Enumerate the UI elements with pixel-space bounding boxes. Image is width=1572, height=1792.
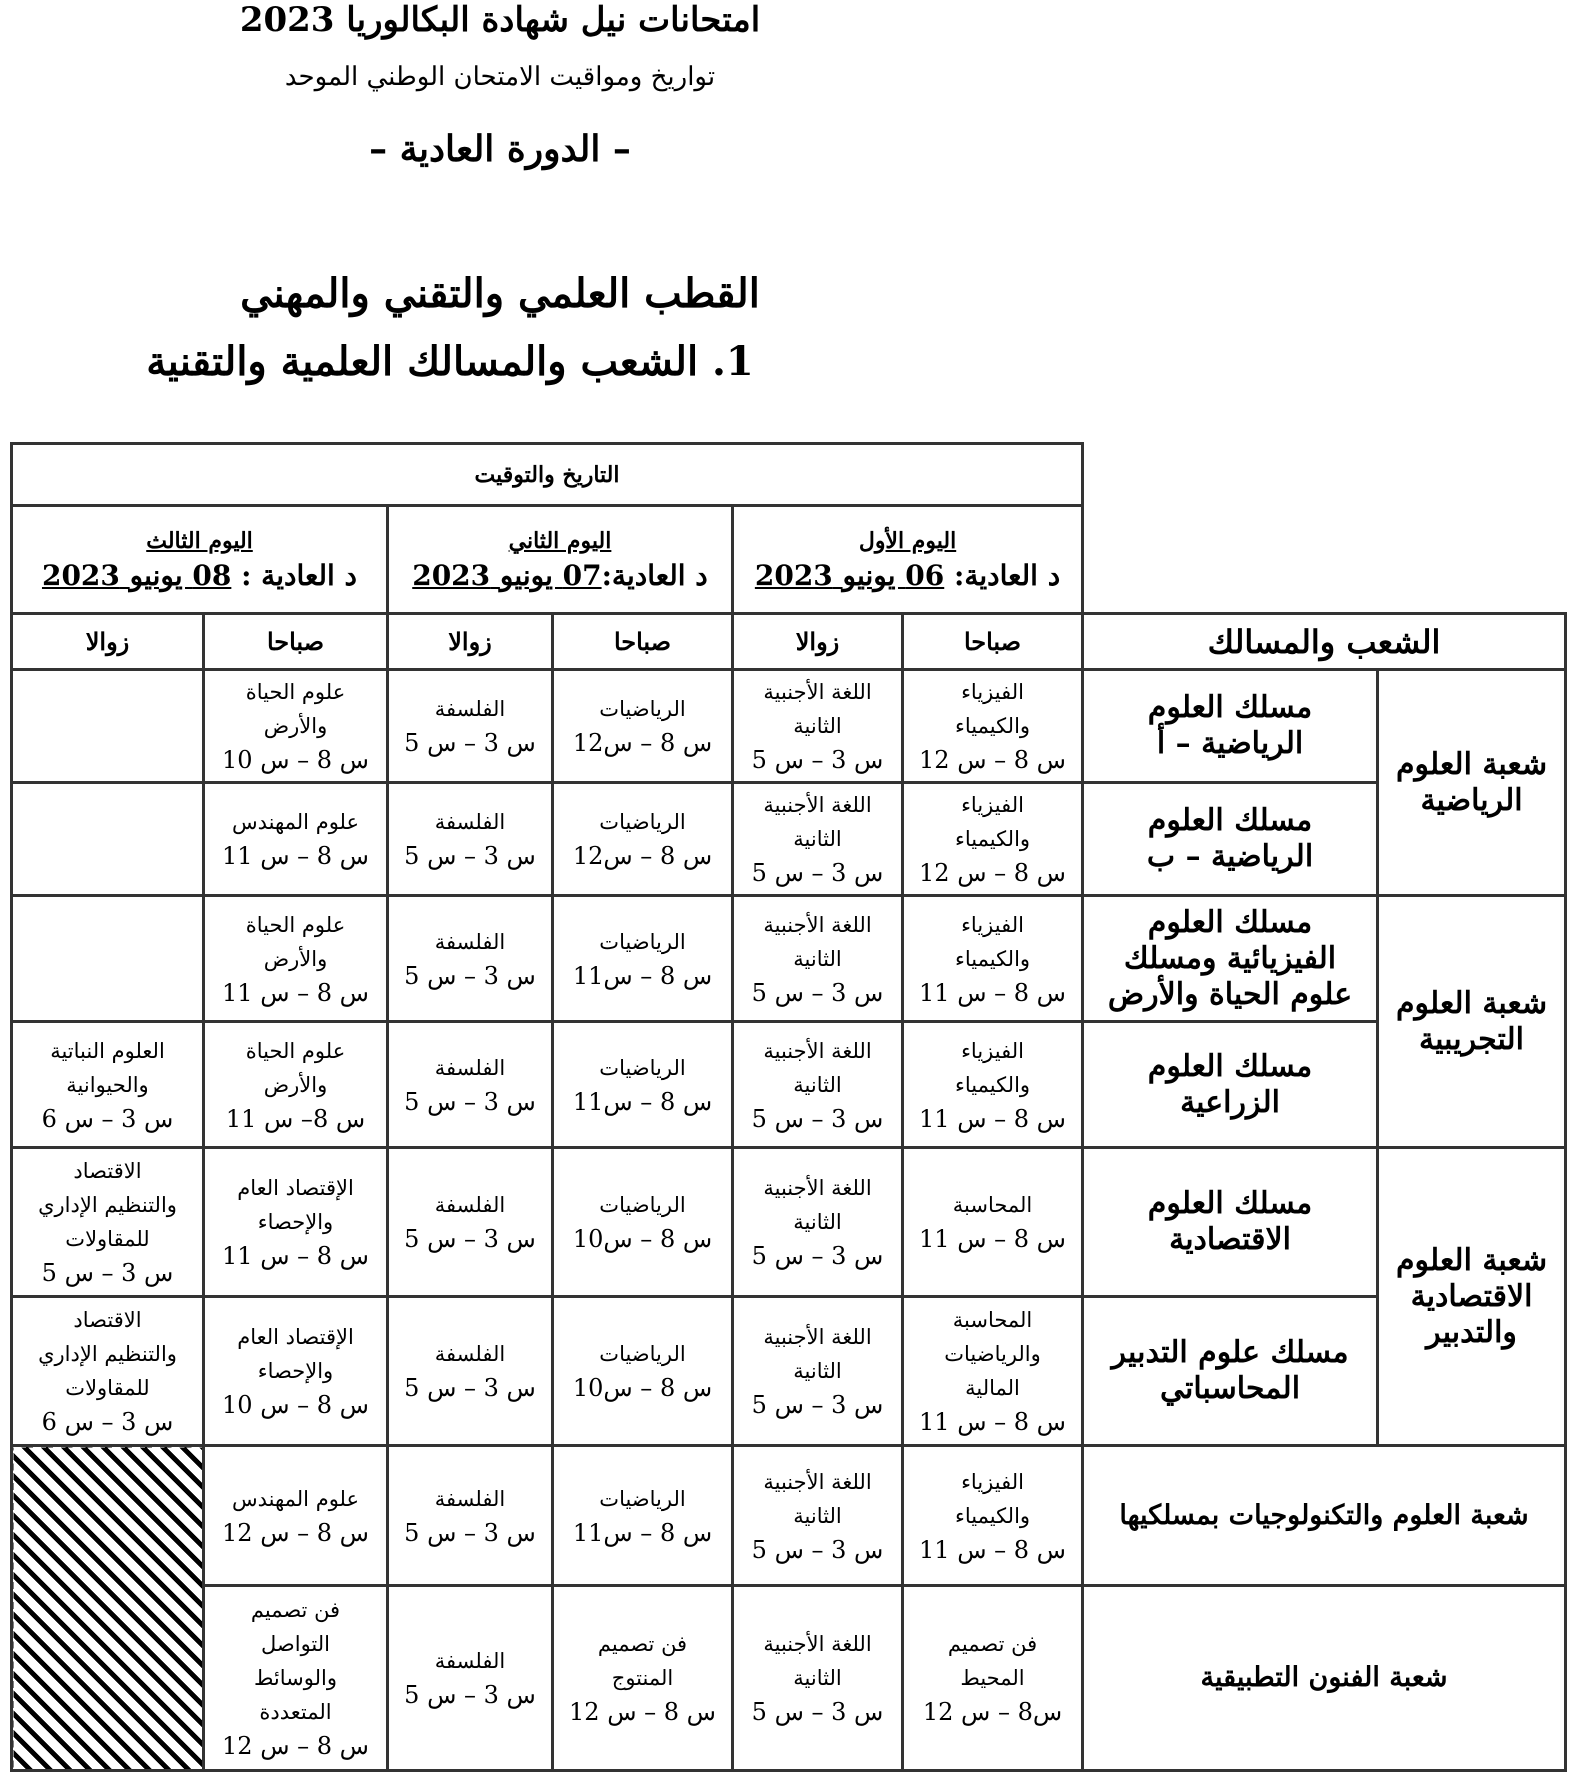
exam-time: س 3 – س 5 [404,842,536,870]
exam-time: س 3 – س 5 [751,1535,884,1564]
day-3-header: اليوم الثالث د العادية : 08 يونيو 2023 [12,506,388,614]
exam-cell-day2-afternoon [388,1586,553,1771]
exam-time: س 8– س 11 [225,1104,366,1133]
subject-name: الثانية [793,1210,842,1234]
exam-time: س 3 – س 6 [41,1104,174,1133]
exam-time: س 8 – س 11 [919,978,1066,1007]
subject-name: المحاسبة [952,1193,1033,1217]
exam-cell-day1-afternoon [733,896,903,1022]
subject-name: المحاسبة [952,1308,1033,1332]
subject-name: الفيزياء [961,912,1024,937]
exam-cell-day2-afternoon [388,1148,553,1297]
subject-name: الفلسفة [434,1055,506,1080]
exam-cell-day1-morning [903,1446,1083,1586]
exam-cell-day2-afternoon [388,783,553,896]
subject-name: والأرض [263,1072,328,1097]
day-1-header: اليوم الأول د العادية: 06 يونيو 2023 [733,506,1083,614]
exam-time: س 8 – س 11 [919,1408,1066,1436]
exam-time: س 8 – س 12 [569,1698,716,1726]
session-title: – الدورة العادية – [369,128,631,170]
exam-time: س 3 – س 5 [404,729,536,757]
exam-cell-day3-morning [204,1297,388,1446]
exam-time: س 8 – س 12 [222,1732,369,1760]
subject-name: الثانية [793,827,842,851]
subject-name: الفلسفة [434,1193,506,1217]
subject-name: الاقتصاد [73,1159,142,1183]
exam-cell-day1-afternoon [733,1148,903,1297]
exam-time: س 8 – س 10 [222,1391,369,1419]
subject-name: والكيمياء [954,1503,1031,1528]
exam-cell-day1-morning [903,1297,1083,1446]
exam-time: س 3 – س 5 [751,1242,884,1270]
exam-time: س 8 – س 11 [919,1104,1066,1133]
exam-cell-day2-afternoon [388,1297,553,1446]
subject-name: الفلسفة [434,1486,506,1511]
exam-cell-day3-afternoon [12,670,204,783]
table-row [12,1586,1566,1771]
subject-name: الفيزياء [961,680,1024,704]
subject-name: علوم الحياة [245,912,346,937]
subject-name: المتعددة [259,1700,332,1724]
exam-cell-day3-afternoon [12,783,204,896]
exam-time: س 3 – س 5 [751,1698,884,1726]
exam-time: س 3 – س 5 [751,978,884,1007]
table-row [12,1297,1566,1446]
exam-time: س 3 – س 6 [41,1408,174,1436]
subject-name: والحيوانية [66,1072,149,1097]
table-row [12,896,1566,1022]
subject-name: الفلسفة [434,1649,506,1673]
exam-title: امتحانات نيل شهادة البكالوريا 2023 [239,0,761,40]
exam-time: س 8 – س 11 [222,1242,369,1270]
exam-cell-day3-morning [204,1148,388,1297]
exam-cell-day1-afternoon [733,1022,903,1148]
exam-cell-day2-morning [553,1148,733,1297]
exam-time: س 8 – س11 [572,961,713,990]
subject-name: الرياضيات [599,1055,686,1080]
subject-name: المحيط [960,1666,1025,1690]
exam-time: س 8 – س 12 [222,1518,369,1547]
exam-time: س 3 – س 5 [404,1374,536,1402]
branches-header: الشعب والمسالك [1083,614,1566,670]
subject-name: علوم الحياة [245,680,346,704]
subject-name: والرياضيات [944,1342,1041,1366]
exam-cell-day1-afternoon [733,1297,903,1446]
subject-name: الثانية [793,946,842,971]
exam-time: س 3 – س 5 [404,1087,536,1116]
subject-name: الثانية [793,714,842,738]
table-row [12,1148,1566,1297]
table-row [12,783,1566,896]
exam-time: س 8 – س 10 [222,746,369,774]
exam-cell-day1-afternoon [733,1446,903,1586]
subject-name: المالية [965,1376,1020,1400]
day-2-header: اليوم الثاني د العادية:07 يونيو 2023 [388,506,733,614]
exam-time: س 3 – س 5 [404,1681,536,1709]
subject-name: والكيمياء [954,714,1031,738]
subject-name: الثانية [793,1072,842,1097]
subject-name: علوم المهندس [231,1486,360,1511]
pole-title: القطب العلمي والتقني والمهني [240,270,760,317]
branch-group: شعبة العلوم الاقتصادية والتدبير [1378,1148,1566,1446]
exam-time: س 8 – س11 [572,1087,713,1116]
track-name: مسلك العلوم الاقتصادية [1083,1148,1378,1297]
subject-name: الفلسفة [434,1342,506,1366]
track-name: شعبة الفنون التطبيقية [1083,1586,1566,1771]
hatched-unused-cell [12,1446,204,1771]
exam-cell-day2-afternoon [388,1022,553,1148]
exam-time: س 8 – س12 [572,842,713,870]
exam-cell-day2-afternoon [388,1446,553,1586]
track-name: مسلك العلوم الفيزيائية ومسلك علوم الحياة والأرض [1083,896,1378,1022]
exam-cell-day3-morning [204,783,388,896]
subject-name: المنتوج [611,1666,674,1690]
subject-name: العلوم النباتية [50,1038,165,1063]
track-name: مسلك العلوم الزراعية [1083,1022,1378,1148]
exam-time: س 3 – س 5 [404,961,536,990]
subject-name: الرياضيات [599,810,686,834]
exam-cell-day1-morning [903,1148,1083,1297]
track-name: مسلك علوم التدبير المحاسباتي [1083,1297,1378,1446]
subject-name: الثانية [793,1666,842,1690]
exam-cell-day2-afternoon [388,896,553,1022]
track-name: شعبة العلوم والتكنولوجيات بمسلكيها [1083,1446,1566,1586]
exam-time: س 8 – س 12 [919,746,1066,774]
subject-name: الفلسفة [434,697,506,721]
exam-cell-day2-afternoon [388,670,553,783]
subject-name: والإحصاء [257,1210,334,1234]
subject-name: والأرض [263,946,328,971]
subject-name: اللغة الأجنبية [763,1632,872,1656]
subject-name: الفيزياء [961,1038,1024,1063]
subject-name: فن تصميم [597,1632,688,1656]
exam-cell-day3-afternoon [12,1022,204,1148]
exam-time: س 8 – س11 [572,1518,713,1547]
exam-time: س 3 – س 5 [751,746,884,774]
exam-cell-day2-morning [553,1297,733,1446]
exam-time: س 8 – س 11 [222,842,369,870]
table-row [12,670,1566,783]
subject-name: والإحصاء [257,1359,334,1383]
table-row [12,1446,1566,1586]
subject-name: الفلسفة [434,929,506,954]
exam-cell-day3-morning [204,670,388,783]
exam-time: س 8 – س 12 [919,859,1066,887]
subject-name: فن تصميم [947,1632,1038,1656]
exam-cell-day2-morning [553,1022,733,1148]
exam-time: س 3 – س 5 [751,1391,884,1419]
exam-time: س 3 – س 5 [41,1259,174,1287]
subject-name: الفيزياء [961,793,1024,817]
slot-morning: صباحا [553,614,733,670]
exam-time: س 3 – س 5 [751,1104,884,1133]
exam-cell-day3-morning [204,896,388,1022]
exam-cell-day3-morning [204,1446,388,1586]
slot-afternoon: زوالا [733,614,903,670]
subject-name: الرياضيات [599,697,686,721]
subject-name: والتنظيم الإداري [38,1193,177,1217]
exam-cell-day3-afternoon [12,896,204,1022]
branch-group: شعبة العلوم الرياضية [1378,670,1566,896]
exam-time: س 3 – س 5 [404,1518,536,1547]
subject-name: الرياضيات [599,1342,686,1366]
exam-cell-day3-morning [204,1022,388,1148]
exam-cell-day1-morning [903,670,1083,783]
exam-cell-day3-afternoon [12,1297,204,1446]
exam-time: س 8 – س 11 [919,1535,1066,1564]
subject-name: علوم الحياة [245,1038,346,1063]
subject-name: الفلسفة [434,810,506,834]
subject-name: الإقتصاد العام [237,1176,354,1200]
subject-name: اللغة الأجنبية [763,1469,872,1494]
slot-morning: صباحا [903,614,1083,670]
subject-name: الاقتصاد [73,1308,142,1332]
exam-time: س 3 – س 5 [404,1225,536,1253]
subject-name: الرياضيات [599,1193,686,1217]
exam-time: س 3 – س 5 [751,859,884,887]
exam-cell-day2-morning [553,1586,733,1771]
subject-name: التواصل [261,1632,330,1656]
subject-name: للمقاولات [65,1227,150,1251]
exam-time: س 8 – س 11 [919,1225,1066,1253]
exam-cell-day3-morning [204,1586,388,1771]
table-row [12,1022,1566,1148]
exam-time: س 8 – س 11 [222,978,369,1007]
subject-name: الرياضيات [599,1486,686,1511]
subject-name: اللغة الأجنبية [763,1038,872,1063]
exam-cell-day3-afternoon [12,1148,204,1297]
exam-time: س 8 – س10 [572,1225,713,1253]
subject-name: والكيمياء [954,1072,1031,1097]
subject-name: اللغة الأجنبية [763,1176,872,1200]
subject-name: اللغة الأجنبية [763,680,872,704]
slot-morning: صباحا [204,614,388,670]
exam-time: س 8 – س12 [572,729,713,757]
exam-cell-day1-morning [903,783,1083,896]
exam-cell-day1-morning [903,1022,1083,1148]
exam-cell-day1-morning [903,1586,1083,1771]
exam-cell-day2-morning [553,1446,733,1586]
exam-cell-day1-afternoon [733,1586,903,1771]
exam-time: س 8 – س10 [572,1374,713,1402]
exam-cell-day2-morning [553,783,733,896]
exam-cell-day1-morning [903,896,1083,1022]
subject-name: الثانية [793,1359,842,1383]
subject-name: والكيمياء [954,827,1031,851]
section-title: 1. الشعب والمسالك العلمية والتقنية [146,338,754,385]
subject-name: اللغة الأجنبية [763,793,872,817]
slot-afternoon: زوالا [388,614,553,670]
exam-cell-day1-afternoon [733,783,903,896]
subject-name: اللغة الأجنبية [763,912,872,937]
exam-cell-day1-afternoon [733,670,903,783]
subject-name: اللغة الأجنبية [763,1325,872,1349]
exam-cell-day2-morning [553,896,733,1022]
track-name: مسلك العلوم الرياضية – أ [1083,670,1378,783]
exam-subtitle: تواريخ ومواقيت الامتحان الوطني الموحد [284,62,716,92]
subject-name: فن تصميم [250,1598,341,1622]
subject-name: والكيمياء [954,946,1031,971]
date-time-header: التاريخ والتوقيت [12,444,1083,506]
exam-schedule-table [10,442,1567,1772]
subject-name: الإقتصاد العام [237,1325,354,1349]
subject-name: الثانية [793,1503,842,1528]
exam-time: س8 – س 12 [922,1698,1063,1726]
subject-name: علوم المهندس [231,810,360,834]
subject-name: والأرض [263,714,328,738]
subject-name: والتنظيم الإداري [38,1342,177,1366]
exam-cell-day2-morning [553,670,733,783]
track-name: مسلك العلوم الرياضية – ب [1083,783,1378,896]
subject-name: والوسائط [254,1666,337,1690]
subject-name: للمقاولات [65,1376,150,1400]
slot-afternoon: زوالا [12,614,204,670]
subject-name: الرياضيات [599,929,686,954]
branch-group: شعبة العلوم التجريبية [1378,896,1566,1148]
subject-name: الفيزياء [961,1469,1024,1494]
